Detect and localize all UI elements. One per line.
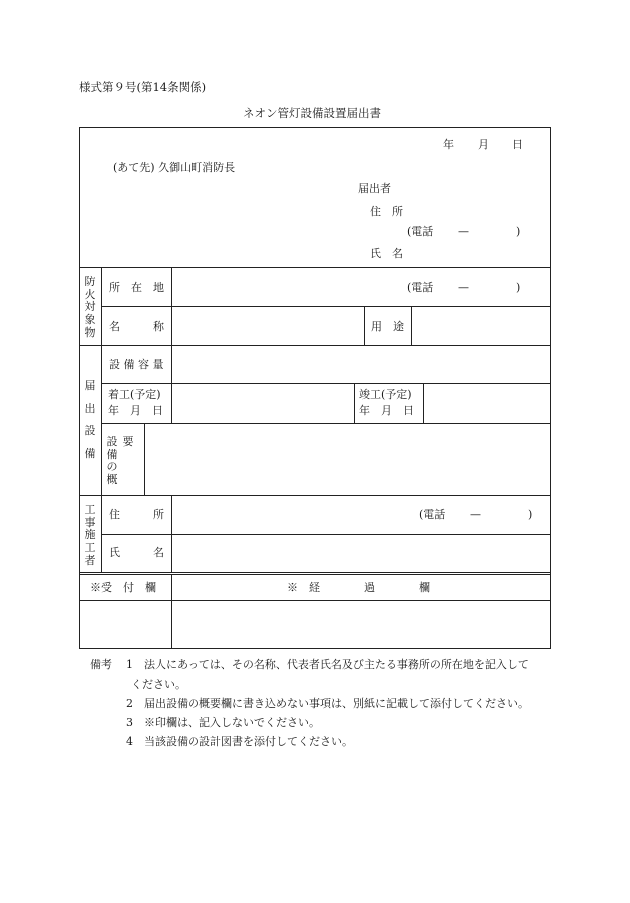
note-number: 1 (126, 658, 133, 671)
rule (101, 423, 551, 424)
rule (79, 600, 551, 601)
rule (354, 383, 355, 423)
notes-heading: 備考 (90, 658, 112, 671)
contractor-group-label: 工事施工者 (84, 503, 96, 567)
notifier-phone-open: (電話 (407, 225, 434, 238)
rule (171, 267, 172, 423)
contractor-phone-open: (電話 (419, 508, 446, 521)
location-phone-open: (電話 (407, 281, 434, 294)
notifier-address-label: 住 所 (370, 205, 403, 218)
rule (79, 345, 551, 346)
note-number: 2 (126, 697, 133, 710)
notifier-phone-close: ) (516, 225, 521, 238)
summary-label-2: 要 (122, 435, 134, 448)
summary-label: 設備の概 (106, 435, 118, 486)
target-name-label: 名 称 (109, 320, 164, 333)
contractor-phone-dash: — (470, 508, 481, 521)
start-label: 着工(予定) (108, 388, 161, 401)
start-date-label: 年 月 日 (108, 404, 163, 417)
progress-label: ※ 経 過 欄 (287, 581, 430, 594)
contractor-address-label: 住 所 (109, 508, 164, 521)
rule (101, 267, 102, 573)
rule (171, 574, 172, 649)
notifier-phone-dash: — (458, 225, 469, 238)
note-text: 法人にあっては、その名称、代表者氏名及び主たる事務所の所在地を記入して (144, 658, 529, 671)
completion-date-label: 年 月 日 (359, 404, 414, 417)
rule (79, 267, 551, 268)
addressee: (あて先) 久御山町消防長 (113, 161, 236, 174)
use-label: 用 途 (371, 320, 404, 333)
rule (101, 306, 551, 307)
note-text: 当該設備の設計図書を添付してください。 (144, 735, 353, 748)
reception-label: ※受 付 欄 (90, 581, 156, 594)
rule (79, 574, 551, 575)
date-year: 年 (443, 138, 454, 151)
location-phone-dash: — (458, 281, 469, 294)
rule (423, 383, 424, 423)
form-title: ネオン管灯設備設置届出書 (243, 106, 381, 120)
date-month: 月 (478, 138, 489, 151)
rule (101, 534, 551, 535)
notifier-name-label: 氏 名 (370, 247, 403, 260)
date-day: 日 (512, 138, 523, 151)
note-text-continued: ください。 (131, 678, 186, 691)
fire-target-group-label: 防火対象物 (84, 275, 96, 339)
rule (101, 383, 551, 384)
notifier-label: 届出者 (358, 182, 391, 195)
contractor-name-label: 氏 名 (109, 546, 164, 559)
rule (171, 495, 172, 573)
rule (79, 572, 551, 573)
equipment-group-label: 届出設備 (84, 379, 96, 460)
contractor-phone-close: ) (528, 508, 533, 521)
note-text: 届出設備の概要欄に書き込めない事項は、別紙に記載して添付してください。 (144, 697, 529, 710)
rule (411, 306, 412, 345)
form-number: 様式第９号(第14条関係) (79, 80, 207, 94)
rule (144, 423, 145, 495)
note-number: 3 (126, 716, 133, 729)
location-phone-close: ) (516, 281, 521, 294)
completion-label: 竣工(予定) (359, 388, 412, 401)
location-label: 所 在 地 (109, 281, 164, 294)
note-number: 4 (126, 735, 133, 748)
rule (79, 495, 551, 496)
rule (364, 306, 365, 345)
capacity-label: 設 備 容 量 (109, 358, 164, 371)
note-text: ※印欄は、記入しないでください。 (144, 716, 320, 729)
